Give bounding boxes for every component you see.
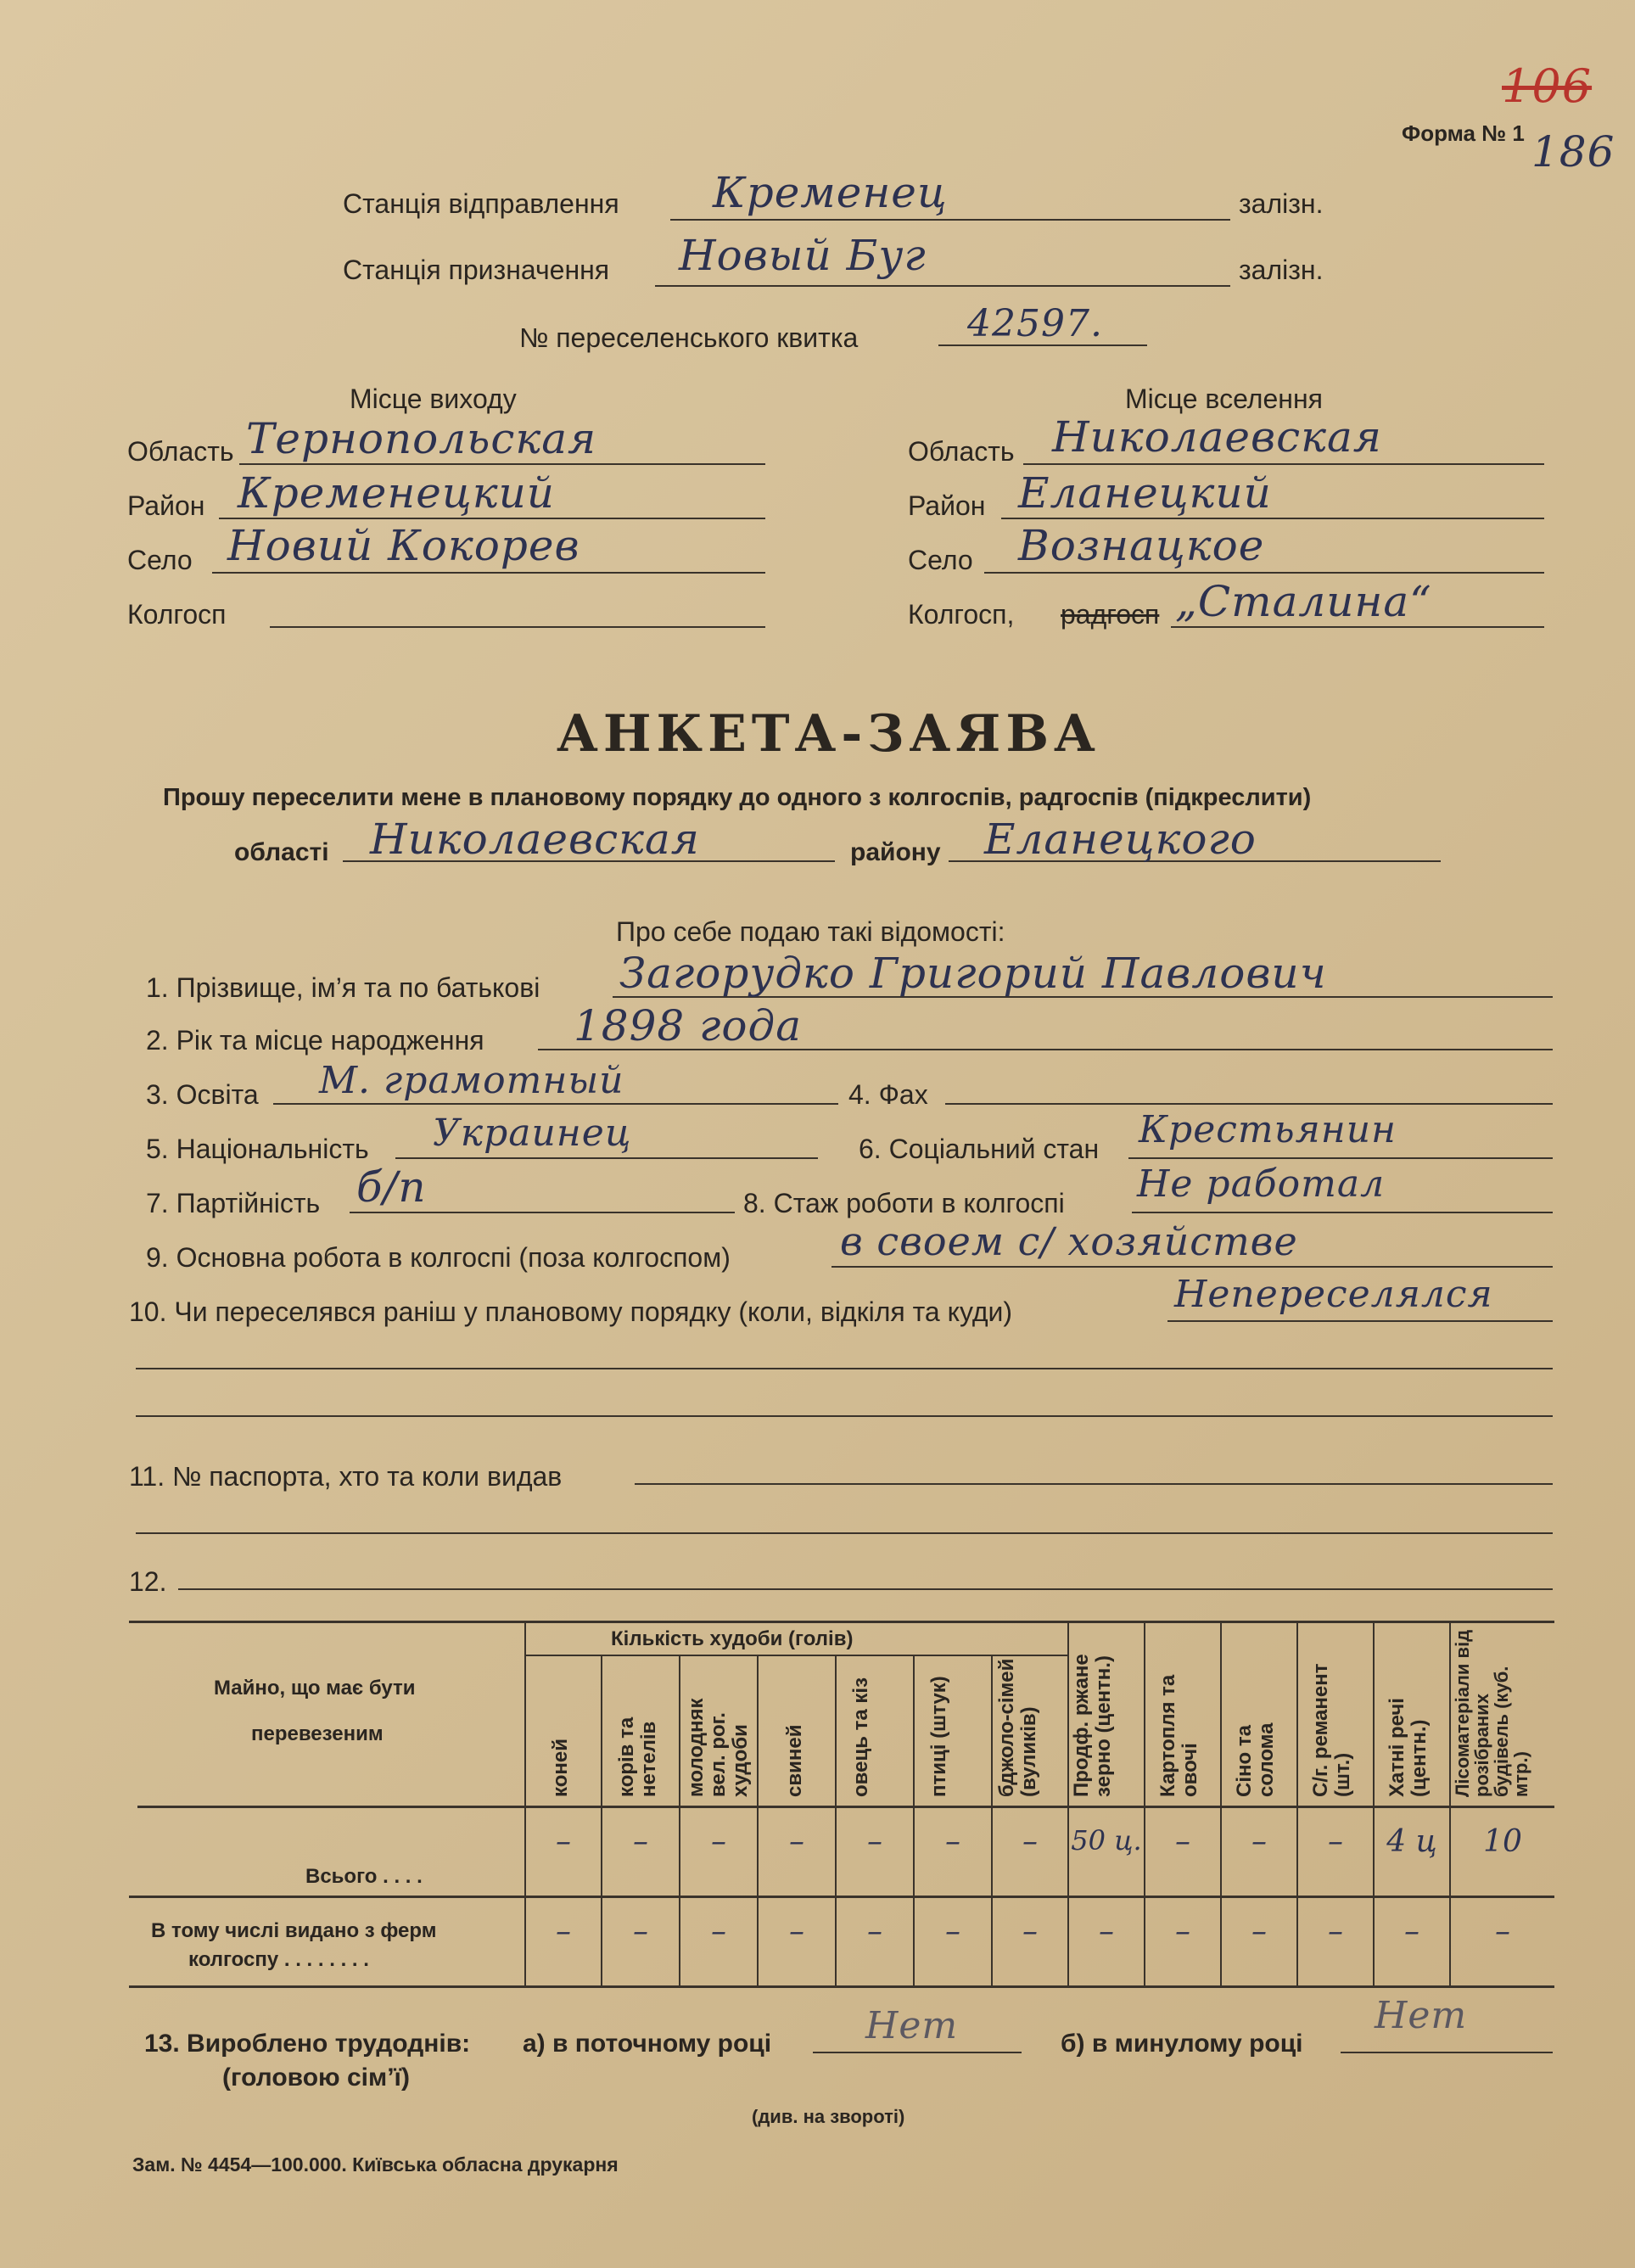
total-cell-implements: –	[1328, 1824, 1343, 1859]
dest-kolhosp-line	[1171, 626, 1544, 628]
origin-kolhosp-label: Колгосп	[127, 599, 227, 630]
livestock-header: Кількість худоби (голів)	[611, 1627, 854, 1650]
total-cell-lumber: 10	[1483, 1824, 1522, 1859]
field-7-line	[350, 1212, 735, 1213]
table-total-bottom-border	[129, 1896, 1554, 1898]
destination-station-value: Новый Буг	[679, 231, 927, 280]
dest-radhosp-struck: радгосп	[1061, 599, 1160, 630]
field-10-label: 10. Чи переселявся раніш у плановому порядку (коли, відкіля та куди)	[129, 1296, 1013, 1327]
total-cell-hay: –	[1251, 1824, 1267, 1859]
workdays-last-value: Нет	[1375, 1994, 1468, 2037]
col-header-sheep-goats: овець та кіз	[849, 1677, 872, 1797]
field-10-extra-line-1	[136, 1368, 1553, 1369]
col-header-cows: корів та нетелів	[615, 1716, 660, 1797]
total-row-label: Всього . . . .	[305, 1865, 423, 1888]
col-header-horses: коней	[549, 1739, 572, 1797]
farm-cell-sheep: –	[867, 1914, 882, 1949]
field-3-value: М. грамотный	[319, 1059, 624, 1102]
table-top-border	[129, 1621, 1554, 1623]
workdays-last-line	[1341, 2052, 1553, 2053]
origin-oblast-label: Область	[127, 436, 234, 467]
request-oblast-label: області	[234, 838, 329, 866]
farm-cell-household: –	[1404, 1914, 1419, 1949]
col-header-hay: Сіно та солома	[1233, 1722, 1278, 1797]
workdays-sub-label: (головою сім’ї)	[222, 2064, 410, 2092]
col-header-beehives: бджоло-сімей (вуликів)	[995, 1658, 1040, 1797]
total-cell-sheep: –	[867, 1824, 882, 1859]
origin-selo-line	[212, 572, 765, 574]
see-reverse-note: (див. на звороті)	[752, 2106, 905, 2127]
field-5-label: 5. Національність	[146, 1134, 369, 1164]
farm-cell-implements: –	[1328, 1914, 1343, 1949]
field-9-label: 9. Основна робота в колгоспі (поза колгоспом)	[146, 1242, 731, 1273]
table-bottom-border	[129, 1985, 1554, 1988]
origin-selo-value: Новий Кокорев	[227, 521, 580, 570]
field-1-label: 1. Прізвище, ім’я та по батькові	[146, 972, 540, 1003]
dest-raion-line	[1001, 518, 1544, 519]
property-header-line1: Майно, що має бути	[214, 1677, 416, 1700]
ticket-label: № переселенського квитка	[519, 322, 859, 353]
col-header-poultry: птиці (штук)	[927, 1676, 950, 1797]
field-12-line	[178, 1588, 1553, 1590]
field-8-line	[1132, 1212, 1553, 1213]
field-10-extra-line-2	[136, 1415, 1553, 1417]
departure-line	[670, 219, 1230, 221]
field-10-line	[1167, 1320, 1553, 1322]
request-raion-label: району	[850, 838, 941, 866]
farm-cell-potatoes: –	[1175, 1914, 1190, 1949]
dest-oblast-label: Область	[908, 436, 1015, 467]
col-header-lumber: Лісоматеріали від розібраних будівель (куб. мтр.)	[1452, 1629, 1531, 1797]
field-3-label: 3. Освіта	[146, 1079, 259, 1110]
total-cell-young-cattle: –	[711, 1824, 726, 1859]
farm-cell-cows: –	[633, 1914, 648, 1949]
origin-raion-value: Кременецкий	[238, 468, 556, 518]
workdays-current-label: а) в поточному році	[523, 2030, 772, 2058]
form-title: АНКЕТА-ЗАЯВА	[557, 704, 1100, 764]
field-5-value: Украинец	[433, 1112, 632, 1155]
field-9-line	[831, 1266, 1553, 1268]
farm-cell-pigs: –	[789, 1914, 804, 1949]
property-header-line2: перевезеним	[251, 1722, 384, 1745]
railway-suffix-1: залізн.	[1239, 188, 1324, 219]
origin-selo-label: Село	[127, 545, 193, 575]
farm-cell-hay: –	[1251, 1914, 1267, 1949]
dest-kolhosp-value: „Сталина“	[1175, 577, 1432, 626]
field-9-value: в своем с/ хозяйстве	[840, 1218, 1298, 1264]
total-cell-grain: 50 ц.	[1071, 1824, 1142, 1856]
farm-row-label-2: колгоспу . . . . . . . .	[188, 1948, 369, 1971]
col-header-implements: С/г. реманент (шт.)	[1309, 1663, 1354, 1797]
col-header-grain: Продф. ржане зерно (центн.)	[1070, 1654, 1115, 1797]
field-2-label: 2. Рік та місце народження	[146, 1025, 484, 1056]
page-number: 186	[1531, 127, 1615, 176]
dest-selo-value: Вознацкое	[1018, 521, 1265, 570]
destination-station-label: Станція призначення	[343, 255, 610, 285]
request-raion-value: Еланецкого	[984, 815, 1257, 864]
request-text: Прошу переселити мене в плановому порядку до одного з колгоспів, радгоспів (підкреслити)	[163, 784, 1312, 811]
farm-row-label-1: В тому числі видано з ферм	[151, 1919, 437, 1942]
dest-selo-label: Село	[908, 545, 973, 575]
field-11-label: 11. № паспорта, хто та коли видав	[129, 1461, 563, 1492]
origin-heading: Місце виходу	[350, 384, 517, 414]
field-2-value: 1898 года	[574, 1001, 803, 1050]
workdays-current-line	[813, 2052, 1022, 2053]
farm-cell-poultry: –	[945, 1914, 960, 1949]
total-cell-pigs: –	[789, 1824, 804, 1859]
field-8-label: 8. Стаж роботи в колгоспі	[743, 1188, 1065, 1218]
field-11-extra-line	[136, 1532, 1553, 1534]
ticket-value: 42597.	[967, 302, 1103, 345]
field-12-label: 12.	[129, 1566, 167, 1597]
field-7-label: 7. Партійність	[146, 1188, 321, 1218]
field-6-value: Крестьянин	[1139, 1108, 1397, 1151]
destination-line	[655, 285, 1230, 287]
field-4-line	[945, 1103, 1553, 1105]
railway-suffix-2: залізн.	[1239, 255, 1324, 285]
workdays-label: 13. Вироблено трудоднів:	[144, 2030, 471, 2058]
workdays-last-label: б) в минулому році	[1061, 2030, 1303, 2058]
col-header-potatoes: Картопля та овочі	[1156, 1674, 1201, 1797]
field-6-label: 6. Соціальний стан	[859, 1134, 1100, 1164]
col-header-household: Хатні речі (центн.)	[1386, 1698, 1431, 1797]
table-header-bottom-border	[137, 1806, 1554, 1808]
dest-oblast-line	[1023, 463, 1544, 465]
request-oblast-value: Николаевская	[370, 815, 700, 864]
field-1-value: Загорудко Григорий Павлович	[619, 949, 1327, 998]
departure-station-label: Станція відправлення	[343, 188, 619, 219]
field-11-line	[635, 1483, 1553, 1485]
struck-page-number: 106	[1502, 59, 1593, 113]
farm-cell-beehives: –	[1022, 1914, 1038, 1949]
dest-oblast-value: Николаевская	[1052, 412, 1382, 462]
farm-cell-lumber: –	[1495, 1914, 1510, 1949]
field-3-line	[273, 1103, 838, 1105]
about-heading: Про себе подаю такі відомості:	[616, 916, 1005, 947]
origin-oblast-value: Тернопольская	[246, 414, 597, 463]
field-8-value: Не работал	[1137, 1162, 1386, 1206]
total-cell-potatoes: –	[1175, 1824, 1190, 1859]
departure-station-value: Кременец	[713, 168, 948, 217]
farm-cell-young-cattle: –	[711, 1914, 726, 1949]
field-6-line	[1128, 1157, 1553, 1159]
col-header-young-cattle: молодняк вел. рог. худоби	[685, 1698, 752, 1797]
field-4-label: 4. Фах	[848, 1079, 928, 1110]
dest-selo-line	[984, 572, 1544, 574]
dest-raion-value: Еланецкий	[1018, 468, 1272, 518]
farm-cell-horses: –	[556, 1914, 571, 1949]
origin-kolhosp-line	[270, 626, 765, 628]
origin-raion-line	[219, 518, 765, 519]
workdays-current-value: Нет	[865, 2004, 959, 2047]
total-cell-beehives: –	[1022, 1824, 1038, 1859]
total-cell-poultry: –	[945, 1824, 960, 1859]
destination-heading: Місце вселення	[1125, 384, 1323, 414]
total-cell-horses: –	[556, 1824, 571, 1859]
livestock-header-border	[526, 1655, 1069, 1656]
print-info: Зам. № 4454—100.000. Київська обласна друкарня	[132, 2153, 619, 2176]
origin-oblast-line	[239, 463, 765, 465]
field-10-value: Непереселялся	[1174, 1273, 1493, 1316]
origin-raion-label: Район	[127, 490, 205, 521]
col-header-pigs: свиней	[783, 1724, 806, 1797]
field-7-value: б/п	[356, 1162, 427, 1212]
farm-cell-grain: –	[1099, 1914, 1114, 1949]
total-cell-household: 4 ц	[1386, 1824, 1437, 1859]
total-cell-cows: –	[633, 1824, 648, 1859]
field-5-line	[395, 1157, 818, 1159]
dest-raion-label: Район	[908, 490, 986, 521]
dest-kolhosp-label: Колгосп,	[908, 599, 1015, 630]
form-label: Форма № 1	[1402, 120, 1525, 146]
